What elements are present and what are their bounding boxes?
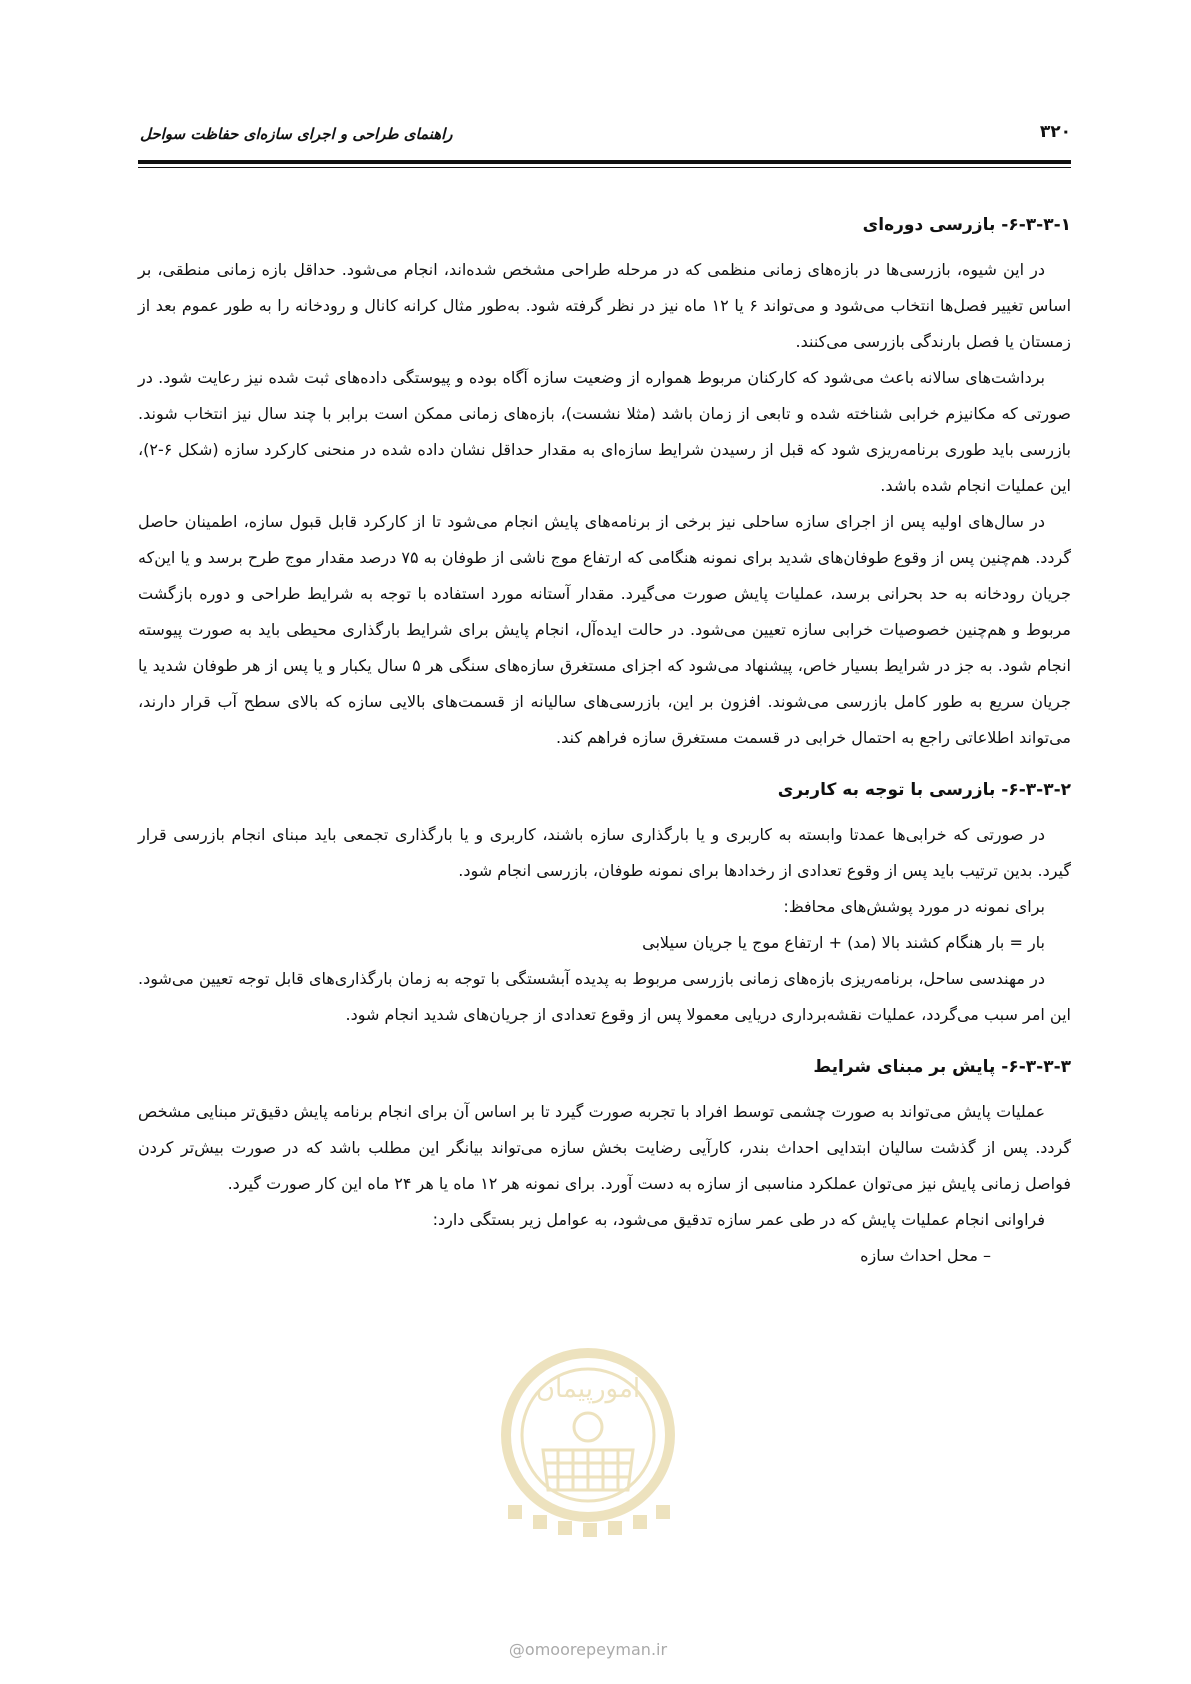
- running-header-title: راهنمای طراحی و اجرای سازه‌ای حفاظت سواحل: [140, 125, 453, 143]
- paragraph: عملیات پایش می‌تواند به صورت چشمی توسط افراد با تجربه صورت گیرد تا بر اساس آن برای انجام برنامه پایش دقیق‌تر مبنایی مشخص گردد. پس از گذشت سالیان ابتدایی احداث بندر، کارآیی رضایت بخش سازه می‌تواند بیانگر این مطلب باشد که در صورت بیش‌تر کردن فواصل زمانی پایش نیز می‌توان عملکرد مناسبی از سازه به دست آورد. برای نمونه هر ۱۲ ماه یا هر ۲۴ ماه این کار صورت گیرد.: [138, 1102, 1071, 1193]
- header-rule-thick: [138, 160, 1071, 164]
- paragraph: در این شیوه، بازرسی‌ها در بازه‌های زمانی منظمی که در مرحله طراحی مشخص شده‌اند، انجام می‌شود. حداقل بازه زمانی منطقی، بر اساس تغییر فصل‌ها انتخاب می‌شود و می‌تواند ۶ یا ۱۲ ماه نیز در نظر گرفته شود. به‌طور مثال کرانه کانال و رودخانه را به طور عموم بعد از زمستان یا فصل بارندگی بازرسی می‌کنند.: [138, 260, 1072, 351]
- paragraph: فراوانی انجام عملیات پایش که در طی عمر سازه تدقیق می‌شود، به عوامل زیر بستگی دارد:: [432, 1210, 1045, 1229]
- section-heading-periodic: ۶-۳-۳-۱- بازرسی دوره‌ای: [862, 215, 1071, 235]
- paragraph: برداشت‌های سالانه باعث می‌شود که کارکنان مربوط همواره از وضعیت سازه آگاه بوده و پیوستگی داده‌های ثبت شده نیز رعایت شود. در صورتی که مکانیزم خرابی شناخته شده و تابعی از زمان باشد (مثلا نشست)، بازه‌های زمانی ممکن است برابر با چند سال نیز انتخاب شوند. بازرسی باید طوری برنامه‌ریزی شود که قبل از رسیدن شرایط سازه‌ای به مقدار حداقل نشان داده شده در منحنی کارکرد سازه (شکل ۶-۲)، این عملیات انجام شده باشد.: [138, 368, 1071, 495]
- section-heading-condition: ۶-۳-۳-۳- پایش بر مبنای شرایط: [813, 1057, 1071, 1077]
- page-number: ۳۲۰: [1039, 122, 1071, 142]
- watermark-site: @omoorepeyman.ir: [508, 1640, 668, 1659]
- paragraph: در مهندسی ساحل، برنامه‌ریزی بازه‌های زمانی بازرسی مربوط به پدیده آبشستگی با توجه به زمان بارگذاری‌های قابل توجه تعیین می‌شود. این امر سبب می‌گردد، عملیات نقشه‌برداری دریایی معمولا پس از وقوع تعدادی از جریان‌های شدید انجام شود.: [138, 969, 1071, 1024]
- header-rule-thin: [138, 167, 1071, 168]
- paragraph: در سال‌های اولیه پس از اجرای سازه ساحلی نیز برخی از برنامه‌های پایش انجام می‌شود تا از کارکرد قابل قبول سازه، اطمینان حاصل گردد. هم‌چنین پس از وقوع طوفان‌های شدید برای نمونه هنگامی که ارتفاع موج ناشی از طوفان به ۷۵ درصد مقدار موج طرح برسد و یا این‌که جریان رودخانه به حد بحرانی برسد، عملیات پایش صورت می‌گیرد. مقدار آستانه مورد استفاده با توجه به شرایط طراحی و دوره بازگشت مربوط و هم‌چنین خصوصیات خرابی سازه تعیین می‌شود. در حالت ایده‌آل، انجام پایش برای شرایط بارگذاری محیطی باید به صورت پیوسته انجام شود. به جز در شرایط بسیار خاص، پیشنهاد می‌شود که اجزای مستغرق سازه‌های سنگی هر ۵ سال یکبار و یا پس از هر طوفان شدید یا جریان سریع به طور کامل بازرسی می‌شوند. افزون بر این، بازرسی‌های سالیانه از قسمت‌های بالایی سازه که بالای سطح آب قرار دارند، می‌تواند اطلاعاتی راجع به احتمال خرابی در قسمت مستغرق سازه فراهم کند.: [138, 512, 1071, 747]
- seal-text: امورپیمان: [535, 1374, 641, 1404]
- formula-line: بار = بار هنگام کشند بالا (مد) + ارتفاع موج یا جریان سیلابی: [642, 933, 1045, 952]
- section-heading-usage: ۶-۳-۳-۲- بازرسی با توجه به کاربری: [777, 780, 1071, 800]
- bullet-item: – محل احداث سازه: [860, 1246, 991, 1265]
- paragraph: در صورتی که خرابی‌ها عمدتا وابسته به کاربری و یا بارگذاری سازه باشند، کاربری و یا بارگذاری تجمعی باید مبنای انجام بازرسی قرار گیرد. بدین ترتیب باید پس از وقوع تعدادی از رخدادها برای نمونه طوفان، بازرسی انجام شود.: [138, 825, 1071, 880]
- body-text: [138, 205, 1071, 1274]
- paragraph: برای نمونه در مورد پوشش‌های محافظ:: [783, 897, 1045, 916]
- seal-watermark: [488, 1335, 688, 1545]
